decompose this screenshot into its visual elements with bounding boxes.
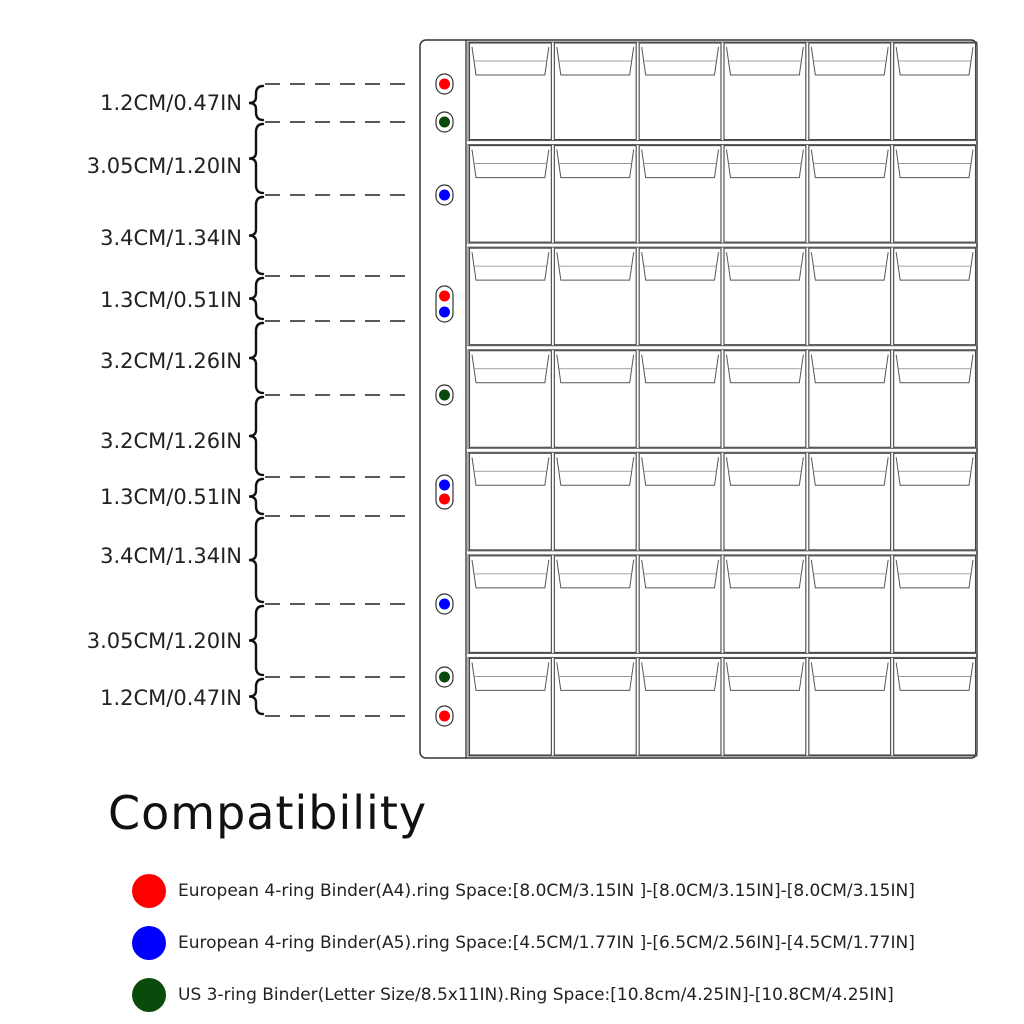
measurement-label: 3.4CM/1.34IN	[100, 226, 242, 250]
coin-pocket	[809, 146, 891, 243]
coin-pocket	[894, 43, 976, 140]
coin-pocket	[639, 351, 721, 448]
red-ring-dot-icon	[439, 291, 450, 302]
coin-pocket	[724, 556, 806, 653]
coin-pocket	[724, 351, 806, 448]
coin-pocket	[639, 146, 721, 243]
coin-pocket	[554, 658, 636, 755]
coin-pocket	[809, 43, 891, 140]
curly-brace-icon	[249, 124, 263, 193]
coin-pocket	[470, 658, 552, 755]
coin-pocket	[554, 43, 636, 140]
curly-brace-icon	[249, 86, 263, 120]
measurement-labels	[87, 86, 263, 714]
red-ring-dot-icon	[439, 494, 450, 505]
coin-pocket	[554, 146, 636, 243]
coin-pocket	[470, 43, 552, 140]
coin-pocket	[724, 658, 806, 755]
curly-brace-icon	[249, 397, 263, 475]
coin-pocket	[554, 248, 636, 345]
coin-pocket	[894, 248, 976, 345]
coin-pocket	[724, 453, 806, 550]
curly-brace-icon	[249, 679, 263, 714]
coin-pocket	[470, 351, 552, 448]
curly-brace-icon	[249, 278, 263, 319]
curly-brace-icon	[249, 323, 263, 393]
coin-pocket	[554, 351, 636, 448]
coin-pocket	[639, 248, 721, 345]
coin-pocket	[470, 248, 552, 345]
coin-pocket	[554, 453, 636, 550]
coin-pocket	[809, 556, 891, 653]
curly-brace-icon	[249, 518, 263, 602]
curly-brace-icon	[249, 606, 263, 675]
measurement-label: 1.3CM/0.51IN	[100, 485, 242, 509]
coin-pocket	[809, 453, 891, 550]
curly-brace-icon	[249, 197, 263, 274]
coin-pocket	[639, 658, 721, 755]
coin-pocket	[809, 658, 891, 755]
red-dot-icon	[132, 874, 166, 908]
measurement-label: 3.05CM/1.20IN	[86, 154, 242, 178]
legend-text-a5: European 4-ring Binder(A5).ring Space:[4.5CM/1.77IN ]-[6.5CM/2.56IN]-[4.5CM/1.77IN]	[178, 933, 915, 953]
legend-item-a5	[132, 917, 1012, 969]
measurement-label: 1.2CM/0.47IN	[100, 686, 242, 710]
legend-text-us-letter: US 3-ring Binder(Letter Size/8.5x11IN).Ring Space:[10.8cm/4.25IN]-[10.8CM/4.25IN]	[178, 985, 894, 1005]
green-ring-dot-icon	[439, 117, 450, 128]
red-ring-dot-icon	[439, 79, 450, 90]
green-ring-dot-icon	[439, 390, 450, 401]
blue-ring-dot-icon	[439, 307, 450, 318]
coin-pocket	[470, 556, 552, 653]
green-ring-dot-icon	[439, 672, 450, 683]
coin-pocket	[894, 351, 976, 448]
blue-ring-dot-icon	[439, 599, 450, 610]
curly-brace-icon	[249, 479, 263, 514]
coin-pocket	[639, 556, 721, 653]
coin-pocket	[894, 658, 976, 755]
dimension-guides	[265, 84, 410, 716]
compatibility-title: Compatibility	[108, 786, 428, 840]
coin-pocket	[809, 248, 891, 345]
measurement-label: 3.4CM/1.34IN	[100, 544, 242, 568]
coin-pocket	[470, 453, 552, 550]
measurement-label: 3.2CM/1.26IN	[100, 349, 242, 373]
measurement-label: 3.05CM/1.20IN	[86, 629, 242, 653]
coin-pocket	[470, 146, 552, 243]
blue-ring-dot-icon	[439, 480, 450, 491]
blue-dot-icon	[132, 926, 166, 960]
blue-ring-dot-icon	[439, 190, 450, 201]
legend-text-a4: European 4-ring Binder(A4).ring Space:[8.0CM/3.15IN ]-[8.0CM/3.15IN]-[8.0CM/3.15IN]	[178, 881, 915, 901]
coin-pocket	[639, 43, 721, 140]
red-ring-dot-icon	[439, 711, 450, 722]
coin-pocket	[894, 146, 976, 243]
coin-pocket	[894, 453, 976, 550]
coin-pocket	[639, 453, 721, 550]
coin-pocket	[724, 248, 806, 345]
green-dot-icon	[132, 978, 166, 1012]
compatibility-legend	[132, 865, 1012, 1021]
coin-pocket	[724, 43, 806, 140]
measurement-label: 1.3CM/0.51IN	[100, 288, 242, 312]
legend-item-a4	[132, 865, 1012, 917]
coin-pocket	[554, 556, 636, 653]
measurement-label: 3.2CM/1.26IN	[100, 429, 242, 453]
coin-pocket	[809, 351, 891, 448]
coin-pocket	[724, 146, 806, 243]
coin-pocket	[894, 556, 976, 653]
measurement-label: 1.2CM/0.47IN	[100, 91, 242, 115]
legend-item-us-letter	[132, 969, 1012, 1021]
